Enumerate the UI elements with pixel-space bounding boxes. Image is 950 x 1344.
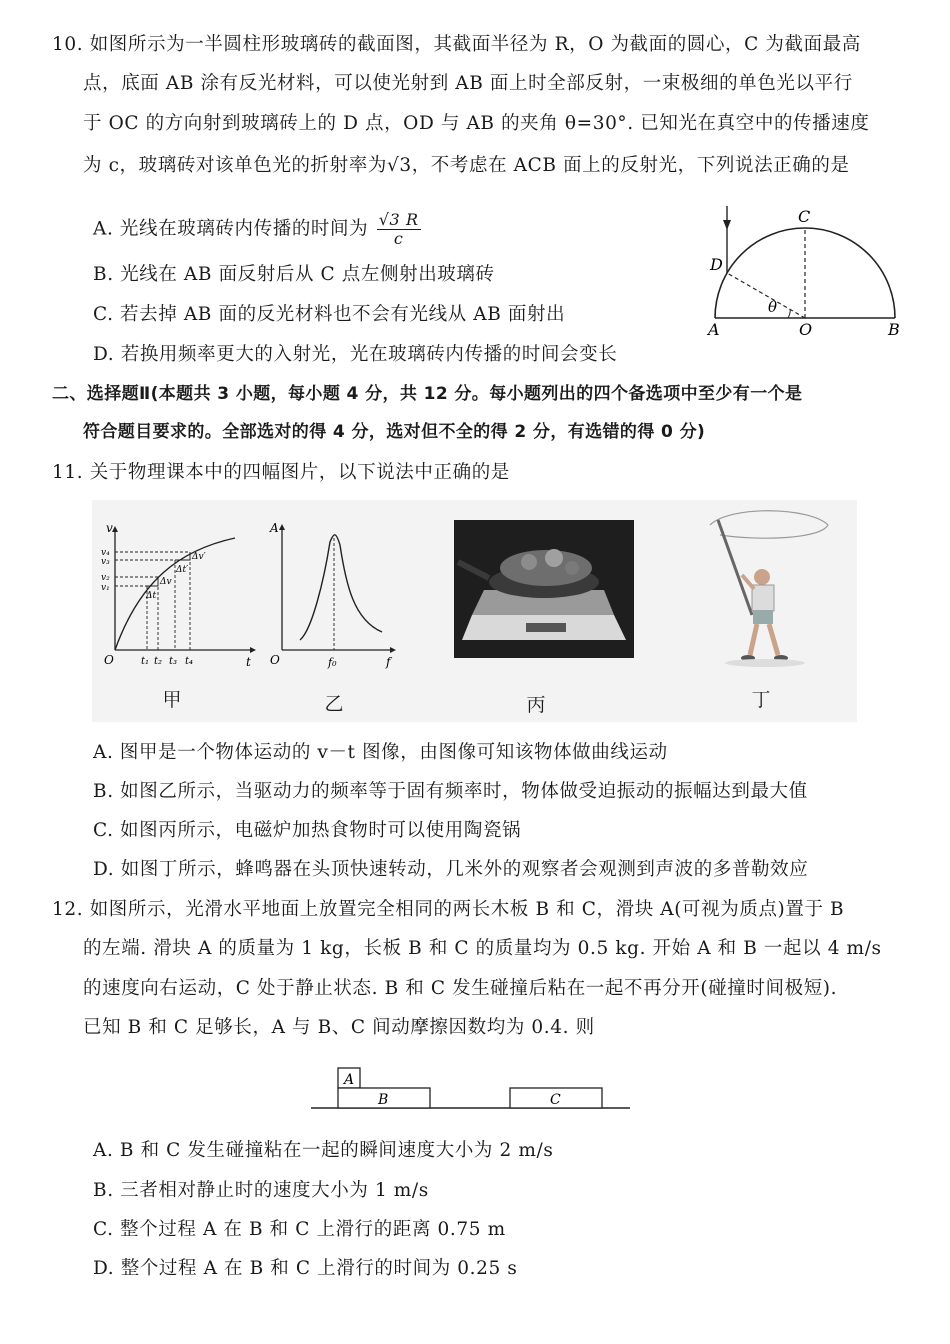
- jia-label-dvp: Δv′: [192, 552, 206, 562]
- boy-leg-left: [750, 624, 757, 655]
- label-c: C: [798, 207, 811, 226]
- q11-option-b: B. 如图乙所示，当驱动力的频率等于固有频率时，物体做受迫振动的振幅达到最大值: [93, 781, 808, 802]
- jia-vt-curve: [115, 538, 235, 650]
- jia-t-axis-arrow: [250, 647, 256, 653]
- q10-stem-line-4: 为 c，玻璃砖对该单色光的折射率为√3，不考虑在 ACB 面上的反射光，下列说法正确的是: [83, 155, 850, 176]
- q10-option-a-text: A. 光线在玻璃砖内传播的时间为: [93, 218, 369, 240]
- jia-label-t2: t₂: [154, 656, 163, 667]
- jia-label-t: t: [246, 655, 251, 669]
- label-d: D: [710, 255, 723, 274]
- q11-fig-yi-resonance-graph: [262, 520, 402, 670]
- section-2-header-line-1: 二、选择题Ⅱ(本题共 3 小题，每小题 4 分，共 12 分。每小题列出的四个备选项中至少有一个是: [52, 384, 803, 404]
- jia-label-v3: v₃: [101, 557, 110, 567]
- q10-option-a-fraction: [377, 211, 421, 248]
- angle-arc: [788, 310, 790, 319]
- yi-label-f0: f₀: [328, 656, 337, 669]
- boy-shirt: [752, 585, 774, 611]
- q10-stem-line-1: 10. 如图所示为一半圆柱形玻璃砖的截面图，其截面半径为 R，O 为截面的圆心，C 为截面最高: [52, 34, 861, 55]
- label-a: A: [708, 320, 720, 338]
- yi-resonance-curve: [300, 535, 382, 640]
- fraction-denominator: c: [393, 229, 404, 248]
- jia-label-o: O: [104, 653, 114, 667]
- q12-option-d: D. 整个过程 A 在 B 和 C 上滑行的时间为 0.25 s: [93, 1258, 518, 1279]
- section-2-header-line-2: 符合题目要求的。全部选对的得 4 分，选对但不全的得 2 分，有选错的得 0 分): [83, 422, 706, 442]
- label-b: B: [378, 1092, 389, 1108]
- label-a: A: [344, 1072, 355, 1088]
- caption-bing: 丙: [526, 694, 546, 716]
- q12-option-c: C. 整个过程 A 在 B 和 C 上滑行的距离 0.75 m: [93, 1219, 506, 1240]
- q12-option-b: B. 三者相对静止时的速度大小为 1 m/s: [93, 1180, 429, 1201]
- q11-stem: 11. 关于物理课本中的四幅图片，以下说法中正确的是: [52, 462, 510, 483]
- line-od-dashed: [727, 273, 805, 318]
- caption-ding: 丁: [751, 689, 771, 711]
- q10-stem-line-2: 点，底面 AB 涂有反光材料，可以使光射到 AB 面上时全部反射，一束极细的单色光以平行: [83, 73, 853, 94]
- caption-jia: 甲: [162, 689, 182, 711]
- fraction-numerator: √3 R: [378, 210, 419, 229]
- boy-leg-right: [769, 624, 778, 655]
- yi-label-f: f: [386, 655, 391, 669]
- boy-head: [754, 569, 770, 585]
- yi-a-axis-arrow: [279, 524, 285, 530]
- caption-yi: 乙: [324, 693, 344, 715]
- cooker-panel: [526, 623, 566, 632]
- q11-fig-bing-induction-cooker-photo: [454, 520, 634, 658]
- q10-option-c: C. 若去掉 AB 面的反光材料也不会有光线从 AB 面射出: [93, 304, 566, 325]
- label-theta: θ: [768, 298, 778, 316]
- jia-label-dt: Δt: [146, 591, 157, 601]
- q12-blocks-figure: [308, 1060, 633, 1116]
- jia-label-v: v: [106, 521, 113, 535]
- q12-stem-line-1: 12. 如图所示，光滑水平地面上放置完全相同的两长木板 B 和 C，滑块 A(可视为质点)置于 B: [52, 899, 845, 920]
- swing-path: [710, 511, 828, 538]
- q12-stem-line-3: 的速度向右运动，C 处于静止状态. B 和 C 发生碰撞后粘在一起不再分开(碰撞时间极短).: [83, 978, 838, 999]
- q10-option-b: B. 光线在 AB 面反射后从 C 点左侧射出玻璃砖: [93, 264, 495, 285]
- jia-label-v4: v₄: [101, 548, 110, 558]
- boy-arm: [742, 575, 754, 589]
- jia-label-dv: Δv: [160, 577, 172, 587]
- q12-option-a: A. B 和 C 发生碰撞粘在一起的瞬间速度大小为 2 m/s: [93, 1140, 554, 1161]
- jia-label-t1: t₁: [141, 656, 150, 667]
- q10-option-d: D. 若换用频率更大的入射光，光在玻璃砖内传播的时间会变长: [93, 344, 618, 365]
- boy-shorts: [753, 610, 773, 624]
- yi-label-a: A: [270, 521, 279, 535]
- q11-option-a: A. 图甲是一个物体运动的 v－t 图像，由图像可知该物体做曲线运动: [93, 742, 668, 763]
- jia-v-axis-arrow: [112, 526, 118, 532]
- q10-semicircle-figure: [700, 198, 910, 338]
- jia-label-v1: v₁: [101, 583, 110, 593]
- jia-label-dtp: Δt′: [176, 565, 189, 575]
- q11-option-d: D. 如图丁所示，蜂鸣器在头顶快速转动，几米外的观察者会观测到声波的多普勒效应: [93, 859, 809, 880]
- page-top-crop: [0, 0, 950, 20]
- label-c: C: [550, 1092, 561, 1108]
- jia-label-v2: v₂: [101, 573, 110, 583]
- jia-label-t4: t₄: [185, 656, 194, 667]
- q12-stem-line-4: 已知 B 和 C 足够长，A 与 B、C 间动摩擦因数均为 0.4. 则: [83, 1017, 595, 1038]
- label-o: O: [799, 320, 813, 338]
- buzzer-rod: [718, 520, 752, 615]
- yi-f-axis-arrow: [390, 647, 396, 653]
- q10-option-a: [93, 211, 421, 248]
- q11-fig-ding-buzzer-boy-illustration: [690, 505, 840, 675]
- shadow: [725, 659, 805, 667]
- q11-option-c: C. 如图丙所示，电磁炉加热食物时可以使用陶瓷锅: [93, 820, 522, 841]
- q10-stem-line-3: 于 OC 的方向射到玻璃砖上的 D 点，OD 与 AB 的夹角 θ=30°. 已知光在真空中的传播速度: [83, 113, 870, 134]
- incident-ray-arrow: [723, 220, 731, 230]
- jia-label-t3: t₃: [169, 656, 178, 667]
- q11-fig-jia-vt-graph: [100, 520, 260, 670]
- label-b: B: [888, 320, 900, 338]
- q12-stem-line-2: 的左端. 滑块 A 的质量为 1 kg，长板 B 和 C 的质量均为 0.5 kg. 开始 A 和 B 一起以 4 m/s: [83, 938, 882, 959]
- yi-label-o: O: [270, 653, 280, 667]
